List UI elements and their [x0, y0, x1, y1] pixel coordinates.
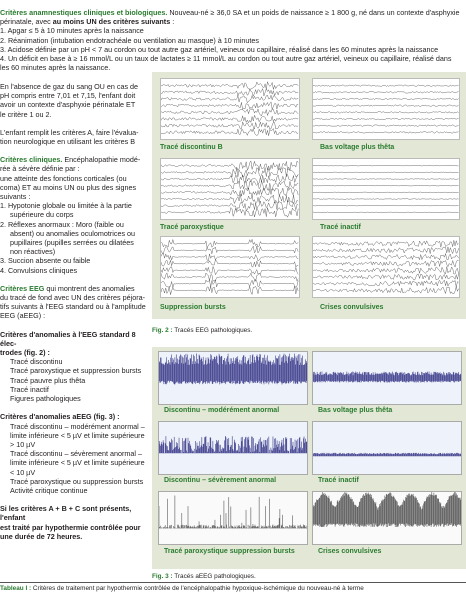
criteria-b-line: coma) ET au moins UN ou plus des signes	[0, 182, 137, 192]
eeg-channel-trace	[161, 246, 298, 254]
eeg-trace-svg	[161, 79, 299, 139]
criteria-c1-title: trodes (fig. 2) :	[0, 348, 50, 358]
eeg-trace-svg	[161, 237, 299, 297]
eeg-channel-trace	[313, 179, 459, 180]
eeg-channel-trace	[161, 208, 298, 218]
eeg-channel-trace	[161, 102, 298, 110]
intro-item: 2. Réanimation (intubation endotrachéale ou ventilation au masque) à 10 minutes	[0, 35, 259, 45]
criteria-c2-item: limite inférieure < 5 µV et limite supérieure	[10, 430, 145, 440]
fig2-label: Tracé discontinu B	[160, 144, 223, 151]
intro-line2-end: :	[170, 17, 175, 27]
intro-criteria	[0, 8, 466, 72]
eeg-channel-trace	[161, 188, 298, 197]
criteria-b-item: supérieure du corps	[10, 210, 74, 220]
intro-line2-bold: au moins UN des critères suivants	[52, 17, 171, 27]
intro-title: Critères anamnestiques cliniques et biologiques.	[0, 8, 168, 17]
criteria-b-item: 3. Succion absente ou faible	[0, 256, 91, 266]
eeg-trace-svg	[313, 159, 459, 219]
eeg-trace-image	[312, 78, 460, 140]
criteria-b-item: absent) ou anomalies oculomotrices ou	[10, 228, 136, 238]
left-p1-l0: En l'absence de gaz du sang OU en cas de	[0, 82, 139, 91]
aeeg-trace-image	[312, 421, 462, 475]
fig2-label: Tracé paroxystique	[160, 224, 224, 231]
eeg-channel-trace	[161, 267, 298, 275]
table-caption	[0, 585, 364, 592]
final-statement: une durée de 72 heures.	[0, 531, 83, 541]
intro-item: 1. Apgar ≤ 5 à 10 minutes après la naissance	[0, 26, 144, 36]
criteria-c2-item: > 10 µV	[10, 439, 36, 449]
criteria-c1-item: Figures pathologiques	[10, 394, 81, 404]
intro-line2: périnatale, avec	[0, 17, 53, 27]
figure-2-eeg-panel	[152, 72, 466, 319]
eeg-channel-trace	[313, 240, 459, 247]
eeg-channel-trace	[161, 201, 298, 210]
eeg-channel-trace	[313, 105, 459, 106]
aeeg-trace-image	[312, 351, 462, 405]
eeg-channel-trace	[313, 192, 459, 193]
eeg-channel-trace	[313, 92, 459, 94]
figure-3-aeeg-panel	[152, 347, 466, 569]
eeg-channel-trace	[313, 85, 459, 87]
aeeg-background	[159, 422, 307, 474]
criteria-c-text: qui montrent des anomalies	[44, 283, 135, 293]
eeg-channel-trace	[161, 95, 298, 103]
criteria-c-title: Critères EEG	[0, 283, 45, 293]
eeg-channel-trace	[313, 287, 459, 294]
eeg-channel-trace	[161, 109, 298, 116]
eeg-channel-trace	[313, 125, 459, 127]
criteria-c2-title: Critères d'anomalies aEEG (fig. 3) :	[0, 412, 120, 422]
aeeg-background	[313, 422, 461, 474]
final-statement: est traité par hypothermie contrôlée pour	[0, 522, 141, 532]
criteria-c1-item: Tracé paroxystique et suppression bursts	[10, 366, 142, 376]
aeeg-trace-image	[158, 421, 308, 475]
eeg-channel-trace	[161, 161, 298, 171]
eeg-channel-trace	[313, 260, 459, 267]
eeg-channel-trace	[161, 253, 298, 261]
criteria-b-item: pupillaires (pupilles serrées ou dilatées	[10, 238, 134, 248]
left-p1-l3: le critère 1 ou 2.	[0, 109, 52, 119]
eeg-channel-trace	[313, 199, 459, 200]
fig3-label: Tracé inactif	[318, 477, 359, 484]
criteria-c1-item: Tracé pauvre plus thêta	[10, 375, 86, 385]
eeg-trace-svg	[313, 79, 459, 139]
intro-list	[0, 26, 466, 72]
fig2-label: Bas voltage plus thêta	[320, 144, 395, 151]
criteria-b-text: Encéphalopathie modé-	[62, 155, 141, 165]
eeg-channel-trace	[313, 185, 459, 186]
aeeg-trace-image	[312, 491, 462, 545]
eeg-channel-trace	[161, 115, 298, 122]
criteria-c1-item: Tracé discontinu	[10, 357, 63, 367]
fig3-label: Crises convulsives	[318, 548, 382, 555]
eeg-channel-trace	[161, 89, 298, 96]
eeg-channel-trace	[161, 286, 298, 295]
eeg-channel-trace	[161, 280, 298, 288]
eeg-trace-image	[160, 78, 300, 140]
intro-item: les 60 minutes après la naissance.	[0, 63, 111, 73]
criteria-c2-item: limite inférieure < 5 µV et limite supérieure	[10, 458, 145, 468]
criteria-b-line: rée à sévère définie par :	[0, 164, 80, 174]
eeg-trace-svg	[161, 159, 299, 219]
figure-3-caption	[152, 573, 256, 580]
aeeg-trace-image	[158, 351, 308, 405]
criteria-b-item: non réactives)	[10, 247, 56, 257]
criteria-b-line: une atteinte des fonctions corticales (ou	[0, 173, 127, 183]
criteria-b-title: Critères cliniques.	[0, 155, 63, 165]
left-p2-l1: tion neurologique en utilisant les critères B	[0, 137, 136, 147]
divider	[0, 582, 466, 583]
criteria-c2-item: Tracé discontinu – sévèrement anormal –	[10, 449, 142, 459]
criteria-c2-item: Activité critique continue	[10, 485, 88, 495]
criteria-c-line: du tracé de fond avec UN des critères péjora-	[0, 293, 146, 303]
left-p1-l1: pH compris entre 7,01 et 7,15, l'enfant doit	[0, 91, 136, 101]
eeg-channel-trace	[313, 165, 459, 166]
eeg-channel-trace	[161, 129, 298, 136]
figure-2-number: Fig. 2 :	[152, 327, 173, 334]
criteria-b-item: 4. Convulsions cliniques	[0, 265, 78, 275]
criteria-c-line: tifs suivants à l'EEG standard ou à l'amplitude	[0, 302, 146, 312]
fig2-label: Tracé inactif	[320, 224, 361, 231]
criteria-c2-item: < 10 µV	[10, 467, 36, 477]
criteria-c2-item: Tracé paroxystique ou suppression bursts	[10, 476, 144, 486]
eeg-channel-trace	[313, 254, 459, 260]
eeg-channel-trace	[161, 82, 298, 90]
eeg-channel-trace	[313, 274, 459, 280]
aeeg-trace-svg	[159, 422, 307, 474]
figure-3-number: Fig. 3 :	[152, 573, 173, 580]
eeg-channel-trace	[313, 172, 459, 173]
intro-item: 3. Acidose définie par un pH < 7 au cordon ou tout autre gaz artériel, veineux ou capillaire, réalisé dans les 60 minutes après la naissance	[0, 44, 439, 54]
aeeg-trace-svg	[313, 492, 461, 544]
eeg-channel-trace	[313, 132, 459, 134]
table-caption-text: Critères de traitement par hypothermie contrôlée de l'encéphalopathie hypoxique-ischémique du nouveau-né à terme	[31, 585, 364, 592]
fig3-label: Tracé paroxystique suppression bursts	[164, 548, 295, 555]
left-column	[0, 82, 150, 541]
table-number: Tableau I :	[0, 585, 32, 592]
fig2-label: Crises convulsives	[320, 304, 384, 311]
fig3-label: Discontinu – sévèrement anormal	[164, 477, 277, 484]
eeg-channel-trace	[313, 247, 459, 254]
left-p1-l2: avoir un contexte d'asphyxie périnatale ET	[0, 100, 136, 110]
criteria-b-item: 1. Hypotonie globale ou limitée à la partie	[0, 201, 132, 211]
intro-line1: Nouveau-né ≥ 36,0 SA et un poids de naissance ≥ 1 800 g, né dans un contexte d'asphyxie	[167, 8, 460, 17]
eeg-trace-image	[160, 236, 300, 298]
figure-3-caption-text: Tracés aEEG pathologiques.	[172, 573, 256, 580]
figure-2-caption-text: Tracés EEG pathologiques.	[172, 327, 253, 334]
left-p2-l0: L'enfant remplit les critères A, faire l'évalua-	[0, 127, 139, 137]
eeg-channel-trace	[161, 239, 298, 248]
eeg-channel-trace	[161, 260, 298, 267]
criteria-c2-item: Tracé discontinu – modérément anormal –	[10, 421, 145, 431]
figure-2-caption	[152, 327, 252, 334]
aeeg-trace-svg	[313, 352, 461, 404]
aeeg-trace-svg	[313, 422, 461, 474]
fig3-label: Discontinu – modérément anormal	[164, 407, 280, 414]
eeg-channel-trace	[161, 122, 298, 129]
eeg-channel-trace	[313, 280, 459, 287]
eeg-trace-image	[160, 158, 300, 220]
aeeg-trace-svg	[159, 352, 307, 404]
fig2-label: Suppression bursts	[160, 304, 226, 311]
aeeg-trace-svg	[159, 492, 307, 544]
eeg-channel-trace	[313, 205, 459, 206]
eeg-channel-trace	[313, 98, 459, 100]
eeg-channel-trace	[313, 112, 459, 114]
eeg-channel-trace	[161, 273, 298, 281]
criteria-c-line: EEG (aEEG) :	[0, 311, 46, 321]
aeeg-trace-image	[158, 491, 308, 545]
eeg-channel-trace	[313, 212, 459, 213]
criteria-c1-item: Tracé inactif	[10, 384, 49, 394]
aeeg-background	[159, 492, 307, 544]
criteria-c1-title: Critères d'anomalies à l'EEG standard 8 élec-	[0, 329, 136, 348]
criteria-b-line: suivants :	[0, 192, 31, 202]
eeg-trace-image	[312, 236, 460, 298]
eeg-channel-trace	[161, 174, 298, 183]
eeg-trace-svg	[313, 237, 459, 297]
fig3-label: Bas voltage plus thêta	[318, 407, 393, 414]
eeg-trace-image	[312, 158, 460, 220]
criteria-b-item: 2. Réflexes anormaux : Moro (faible ou	[0, 219, 124, 229]
eeg-channel-trace	[313, 118, 459, 120]
intro-item: 4. Un déficit en base à ≥ 16 mmol/L ou un taux de lactates ≥ 11 mmol/L au cordon ou tout autre gaz artériel, veineux ou capillaire, réalisé dans	[0, 54, 452, 64]
eeg-channel-trace	[161, 194, 298, 203]
eeg-channel-trace	[313, 267, 459, 274]
final-statement: Si les critères A + B + C sont présents, l'enfant	[0, 504, 132, 523]
